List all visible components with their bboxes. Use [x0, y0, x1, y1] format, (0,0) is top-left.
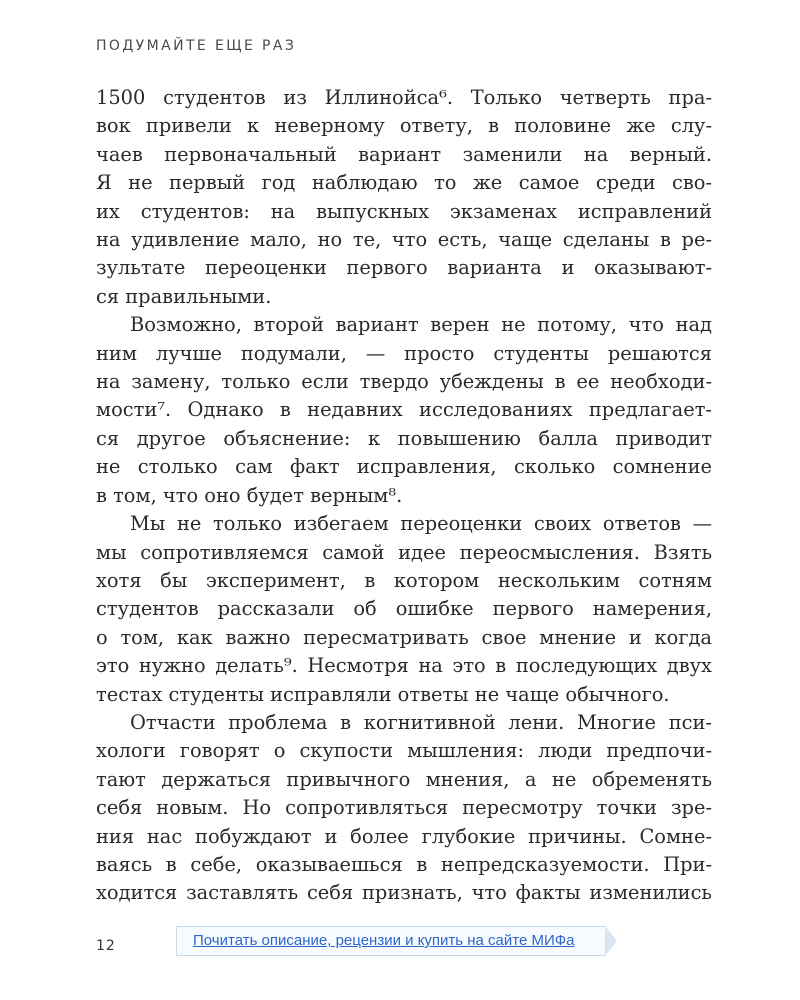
text-line: это нужно делать⁹. Несмотря на это в последующих двух: [96, 654, 712, 678]
running-head: ПОДУМАЙТЕ ЕЩЕ РАЗ: [96, 38, 297, 54]
text-line: ся другое объяснение: к повышению балла приводит: [96, 426, 712, 450]
text-line: ваясь в себе, оказываешься в непредсказуемости. При-: [96, 852, 712, 876]
text-line: 1500 студентов из Иллинойса⁶. Только четверть пра-: [96, 86, 712, 109]
promo-arrow-icon: [605, 926, 617, 956]
page-number: 12: [96, 938, 116, 954]
text-line: мы сопротивляемся самой идее переосмысления. Взять: [96, 540, 712, 564]
text-line: не столько сам факт исправления, сколько сомнение: [96, 455, 712, 479]
text-line: в том, что оно будет верным⁸.: [96, 483, 403, 507]
text-line: о том, как важно пересматривать свое мнение и когда: [96, 625, 712, 649]
book-body-text: [96, 84, 712, 908]
buy-book-link[interactable]: Почитать описание, рецензии и купить на сайте МИФа: [193, 932, 575, 949]
text-line: тают держаться привычного мнения, а не обременять: [96, 767, 712, 791]
text-line: студентов рассказали об ошибке первого намерения,: [96, 597, 712, 621]
text-line: Я не первый год наблюдаю то же самое среди сво-: [96, 171, 712, 195]
text-line: ния нас побуждают и более глубокие причины. Сомне-: [96, 824, 712, 848]
text-line: вок привели к неверному ответу, в половине же слу-: [96, 114, 712, 138]
text-line: ним лучше подумали, — просто студенты решаются: [96, 341, 712, 365]
text-line: на удивление мало, но те, что есть, чаще сделаны в ре-: [96, 228, 712, 252]
text-line: Мы не только избегаем переоценки своих ответов —: [130, 512, 712, 536]
text-line: зультате переоценки первого варианта и оказывают-: [96, 256, 712, 280]
text-line: их студентов: на выпускных экзаменах исправлений: [96, 199, 712, 223]
text-line: Возможно, второй вариант верен не потому, что над: [130, 313, 712, 337]
text-line: Отчасти проблема в когнитивной лени. Многие пси-: [130, 710, 712, 734]
text-line: на замену, только если твердо убеждены в ее необходи-: [96, 370, 712, 394]
text-line: хотя бы эксперимент, в котором нескольким сотням: [96, 568, 712, 592]
text-line: себя новым. Но сопротивляться пересмотру точки зре-: [96, 796, 712, 820]
text-line: ходится заставлять себя признать, что факты изменились: [96, 881, 712, 905]
text-line: тестах студенты исправляли ответы не чаще обычного.: [96, 682, 670, 706]
text-line: ся правильными.: [96, 284, 272, 308]
text-line: чаев первоначальный вариант заменили на верный.: [96, 142, 712, 166]
text-line: хологи говорят о скупости мышления: люди предпочи-: [96, 739, 712, 763]
text-line: мости⁷. Однако в недавних исследованиях предлагает-: [96, 398, 712, 422]
